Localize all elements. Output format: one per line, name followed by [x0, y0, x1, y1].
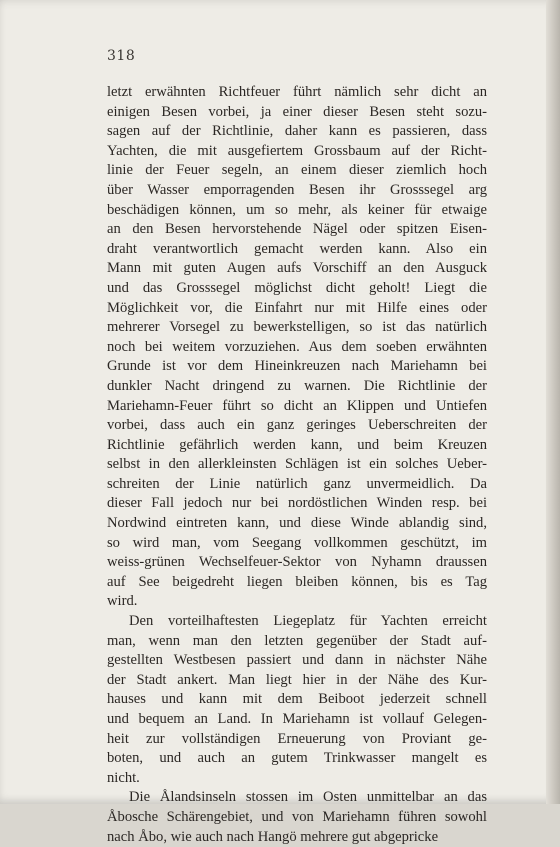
paragraph [107, 788, 487, 847]
text-line: nicht. [107, 769, 140, 786]
text-line: über Wasser emporragenden Besen ihr Grosssegel arg [107, 181, 487, 198]
text-line: Die Ålandsinseln stossen im Osten unmittelbar an das [129, 789, 487, 806]
text-line: draht verantwortlich gemacht werden kann. Also ein [107, 240, 487, 257]
text-line: Yachten, die mit ausgefiertem Grossbaum auf der Richt- [107, 142, 487, 159]
text-line: dunkler Nacht dringend zu warnen. Die Richtlinie der [107, 377, 487, 394]
text-line: der Stadt ankert. Man liegt hier in der Nähe des Kur- [107, 671, 487, 688]
paragraph [107, 83, 487, 612]
text-line: Richtlinie gefährlich werden kann, und beim Kreuzen [107, 436, 487, 453]
text-line: nach Åbo, wie auch nach Hangö mehrere gut abgepricke [107, 828, 439, 845]
text-line: letzt erwähnten Richtfeuer führt nämlich sehr dicht an [107, 84, 487, 100]
text-line: Den vorteilhaftesten Liegeplatz für Yachten erreicht [129, 613, 487, 630]
page-number: 318 [107, 48, 136, 64]
text-line: noch bei weitem vorzuziehen. Aus dem soeben erwähnten [107, 338, 487, 355]
text-line: Möglichkeit vor, die Einfahrt nur mit Hilfe eines oder [107, 299, 487, 316]
body-text [107, 83, 487, 847]
text-line: einigen Besen vorbei, ja einer dieser Besen steht sozu- [107, 103, 487, 120]
text-line: Åbosche Schärengebiet, und von Mariehamn führen sowohl [107, 808, 487, 825]
text-line: sagen auf der Richtlinie, daher kann es passieren, dass [107, 123, 487, 140]
text-line: so wird man, vom Seegang vollkommen geschützt, im [107, 534, 487, 551]
text-line: Nordwind eintreten kann, und diese Winde ablandig sind, [107, 515, 487, 532]
paragraph [107, 612, 487, 788]
text-line: weiss-grünen Wechselfeuer-Sektor von Nyhamn draussen [107, 554, 487, 571]
text-line: und bequem an Land. In Mariehamn ist vollauf Gelegen- [107, 711, 487, 727]
text-line: dieser Fall jedoch nur bei nordöstlichen Winden resp. bei [107, 495, 487, 512]
text-line: heit zur vollständigen Erneuerung von Proviant ge- [107, 730, 487, 747]
text-line: mehrerer Vorsegel zu bewerkstelligen, so ist das natürlich [107, 319, 487, 336]
text-line: hauses und kann mit dem Beiboot jederzeit schnell [107, 691, 487, 708]
text-line: Mann mit guten Augen aufs Vorschiff an den Ausguck [107, 260, 487, 277]
text-line: Mariehamn-Feuer führt so dicht an Klippen und Untiefen [107, 397, 487, 414]
text-line: beschädigen können, um so mehr, als keiner für etwaige [107, 201, 487, 218]
text-line: vorbei, dass auch ein ganz geringes Ueberschreiten der [107, 417, 487, 434]
text-line: Grunde ist vor dem Hineinkreuzen nach Mariehamn bei [107, 358, 487, 375]
text-line: an den Besen hervorstehende Nägel oder spitzen Eisen- [107, 221, 487, 238]
page-edge-shadow [546, 0, 560, 804]
text-line: selbst in den allerkleinsten Schlägen ist ein solches Ueber- [107, 456, 487, 473]
text-line: wird. [107, 593, 138, 610]
text-line: und das Grosssegel möglichst dicht geholt! Liegt die [107, 279, 487, 296]
text-line: schreiten der Linie natürlich ganz unvermeidlich. Da [107, 475, 487, 492]
text-line: boten, und auch an gutem Trinkwasser mangelt es [107, 750, 487, 767]
text-line: linie der Feuer segeln, an einem dieser ziemlich hoch [107, 162, 487, 179]
text-line: auf See beigedreht liegen bleiben können, bis es Tag [107, 573, 487, 590]
text-line: man, wenn man den letzten gegenüber der Stadt auf- [107, 632, 487, 649]
text-line: gestellten Westbesen passiert und dann in nächster Nähe [107, 652, 487, 669]
